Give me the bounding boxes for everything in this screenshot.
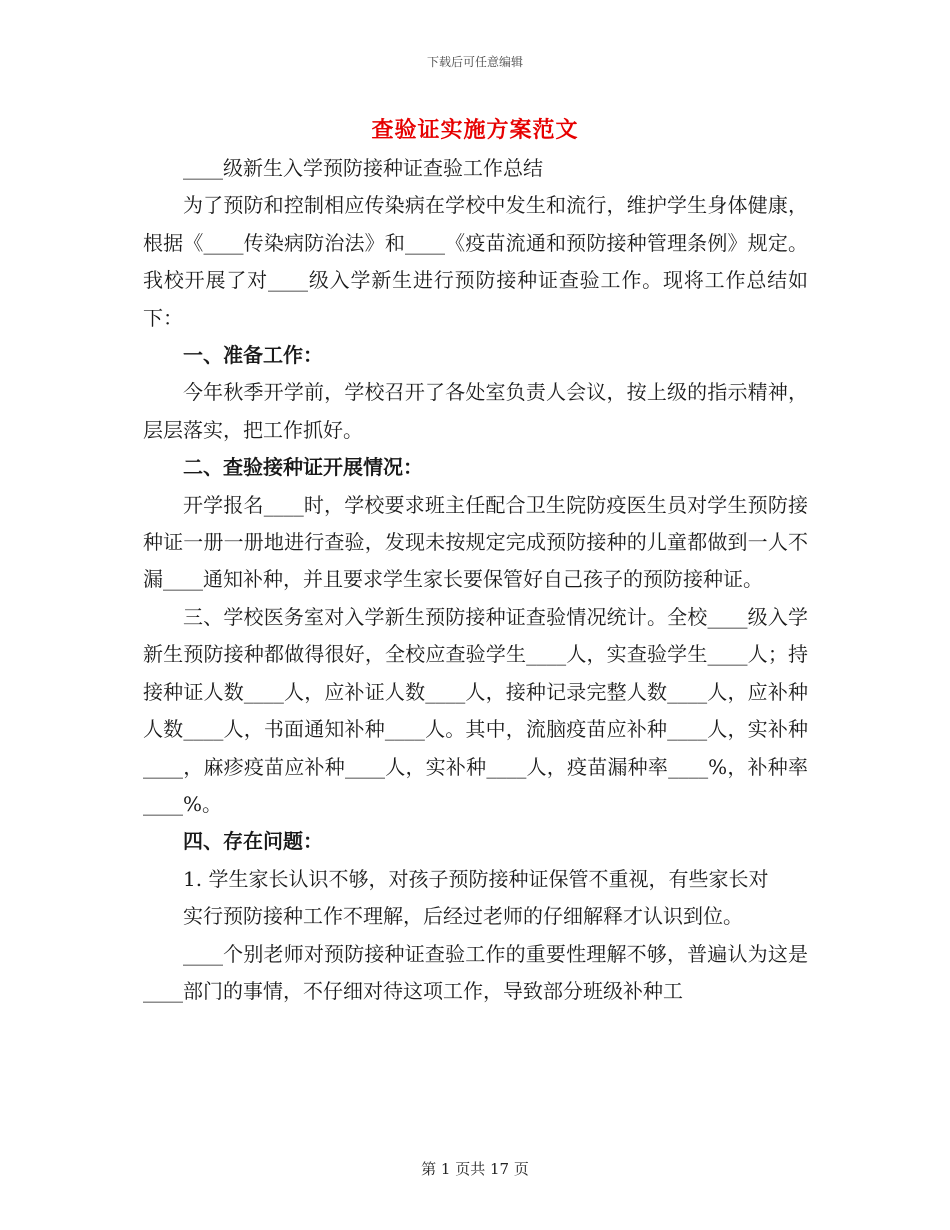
paragraph-statistics: 三、学校医务室对入学新生预防接种证查验情况统计。全校____级入学新生预防接种都做得很好，全校应查验学生____人，实查验学生____人；持接种证人数____人，应补证人数____人，接种记录完整人数____人，应补种人数____人，书面通知补种____人。其中，流脑疫苗应补种____人，实补种____，麻疹疫苗应补种____人，实补种____人，疫苗漏种率____%，补种率____%。 — [143, 604, 808, 816]
section-heading-problems: 四、存在问题： — [183, 829, 323, 854]
page-header: 下载后可任意编辑 — [426, 55, 523, 69]
page-footer: 第 1 页共 17 页 — [421, 1160, 529, 1178]
section-heading-inspection: 二、查验接种证开展情况： — [183, 455, 423, 480]
document-body — [143, 150, 808, 1010]
paragraph-problem-2: ____个别老师对预防接种证查验工作的重要性理解不够，普遍认为这是____部门的事情，不仔细对待这项工作，导致部分班级补种工 — [143, 941, 808, 1003]
paragraph-preparation: 今年秋季开学前，学校召开了各处室负责人会议，按上级的指示精神，层层落实，把工作抓好。 — [143, 380, 808, 442]
paragraph-problem-1-cont: 实行预防接种工作不理解，后经过老师的仔细解释才认识到位。 — [183, 904, 743, 929]
paragraph-subtitle: ____级新生入学预防接种证查验工作总结 — [183, 156, 543, 180]
paragraph-problem-1: 1. 学生家长认识不够，对孩子预防接种证保管不重视，有些家长对 — [183, 866, 769, 891]
paragraph-intro: 为了预防和控制相应传染病在学校中发生和流行，维护学生身体健康，根据《____传染病防治法》和____《疫苗流通和预防接种管理条例》规定。我校开展了对____级入学新生进行预防接种证查验工作。现将工作总结如下： — [143, 193, 808, 330]
document-title: 查验证实施方案范文 — [371, 117, 579, 143]
section-heading-preparation: 一、准备工作： — [183, 343, 323, 368]
paragraph-inspection: 开学报名____时，学校要求班主任配合卫生院防疫医生员对学生预防接种证一册一册地进行查验，发现未按规定完成预防接种的儿童都做到一人不漏____通知补种，并且要求学生家长要保管好自己孩子的预防接种证。 — [143, 492, 808, 592]
